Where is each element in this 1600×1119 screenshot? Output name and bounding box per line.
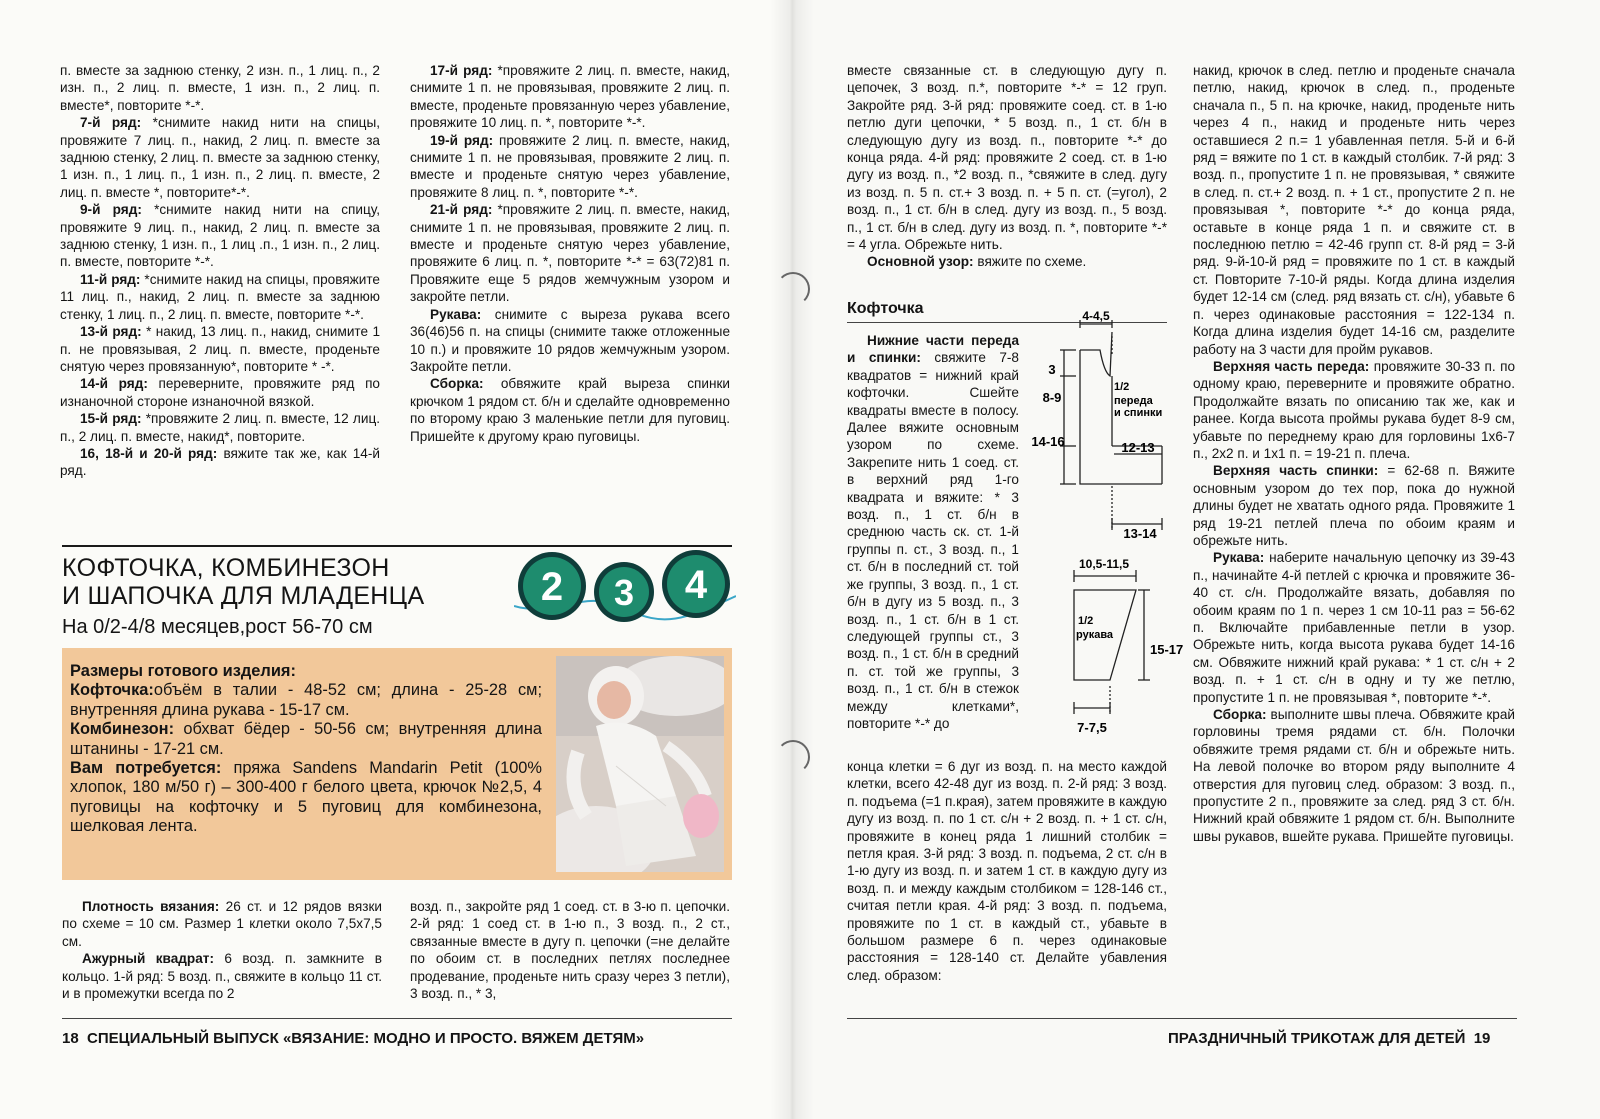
info-text bbox=[70, 662, 542, 837]
paragraph bbox=[410, 306, 730, 376]
pink-toy bbox=[683, 794, 719, 838]
paragraph bbox=[1193, 706, 1515, 845]
paragraph-lead: 17-й ряд: bbox=[430, 63, 493, 78]
paragraph-text: = 62-68 п. Вяжите основным узором до тех пор, пока до нужной длины будет не хватать одного ряда. Провяжите 1 ряд 19-21 петлей плеча по обоим краям и обрежьте нить. bbox=[1193, 463, 1515, 548]
paragraph bbox=[60, 375, 380, 410]
paragraph-lead: Верхняя часть спинки: bbox=[1213, 463, 1379, 479]
paragraph-text: возд. п., закройте ряд 1 соед. ст. в 3-ю п. цепочки. 2-й ряд: 1 соед ст. в 1-ю п., 3 возд. п., 2 ст., связанные вместе в дугу п. цепочки (=не делайте по обоим ст. в последних петлях последнее продевание, проденьте нить сразу через 3 петли), 3 возд. п., * 3, bbox=[410, 899, 730, 1002]
paragraph-lead: 15-й ряд: bbox=[80, 411, 142, 427]
paragraph bbox=[410, 375, 730, 445]
paragraph bbox=[60, 114, 380, 201]
right-column-1-narrow bbox=[847, 332, 1019, 732]
lower-paragraph: конца клетки = 6 дуг из возд. п. на место каждой клетки, всего 42-48 дуг из возд. п. 2-й ряд: 3 возд. п. подъема (=1 п.края), затем провяжите в каждую дугу из возд. п. по 1 ст. с/н + 2 возд. п. + 1 ст. с/н, провяжите в конец ряда 1 лишний столбик = петля края. 3-й ряд: 3 возд. п. подъема, 2 ст. с/н в 1-ю дугу из возд. п. и затем 1 ст. в каждую дугу из возд. п. и между каждым столбиком = 128-146 ст., считая петли края. 4-й ряд: 3 возд. п. подъема, провяжите по 1 ст. в каждый ст., убавьте в большом размере 6 п. через одинаковые расстояния = 128-140 ст. Делайте убавления след. образом: bbox=[847, 759, 1167, 983]
paragraph bbox=[62, 898, 382, 950]
paragraph bbox=[60, 271, 380, 323]
diag1-top: 4-4,5 bbox=[1082, 309, 1110, 323]
paragraph bbox=[60, 323, 380, 375]
paragraph-text: наберите начальную цепочку из 39-43 п., начинайте 4-й петлей с крючка и провяжите 36-40 ст. с/н. Продолжайте вязать, добавляя по обоим краям по 1 п. через 1 см 10-11 раз = 56-62 п. Включайте прибавленные петли в узор. Обрежьте нить, когда высота рукава будет 14-16 см. Обвяжите нижний край рукава: * 1 ст. с/н + 2 возд. п. + 1 ст. с/н в одну и ту же петлю, пропустите 1 п. не провязывая *, повторите *-*. bbox=[1193, 550, 1515, 705]
paragraph bbox=[60, 445, 380, 480]
paragraph bbox=[60, 201, 380, 271]
footer-rule-left bbox=[62, 1018, 732, 1019]
paragraph-text: снимите с выреза рукава всего 36(46)56 п. на спицы (снимите также отложенные 10 п.) и провяжите 10 рядов жемчужным узором. Закройте петли. bbox=[410, 306, 730, 374]
diag1-left-b: 8-9 bbox=[1042, 390, 1062, 405]
paragraph-text: *провяжите 2 лиц. п. вместе, 12 лиц. п., 2 лиц. п. вместе, накид*, повторите. bbox=[60, 411, 381, 444]
paragraph-lead: Верхняя часть переда: bbox=[1213, 358, 1370, 374]
diag1-left-a: 3 bbox=[1048, 362, 1056, 377]
paragraph-text: вяжите по схеме. bbox=[977, 254, 1087, 270]
footer-left bbox=[62, 1030, 644, 1047]
paragraph-text: *провяжите 2 лиц. п. вместе, накид, снимите 1 п. не провязывая, провяжите 2 лиц. п. вместе, проденьте провязанную через убавление, провяжите 10 лиц. п. *, повторите *-*. bbox=[410, 63, 730, 131]
section-divider bbox=[62, 545, 732, 547]
diag1-mid: 12-13 bbox=[1121, 440, 1155, 455]
footer-right bbox=[1168, 1030, 1490, 1047]
paragraph-text: п. вместе за заднюю стенку, 2 изн. п., 1 лиц. п., 2 изн. п., 2 лиц. п. вместе, 1 изн. п., 2 лиц. п. вместе*, повторите *-*. bbox=[60, 63, 380, 113]
diag1-label-2: переда bbox=[1114, 395, 1153, 407]
paragraph bbox=[1193, 462, 1515, 549]
paragraph-text: выполните швы плеча. Обвяжите край горловины тремя рядами ст. б/н. Полочки обвяжите тремя рядами ст. б/н и обрежьте нить. На левой полочке во втором ряду выполните 4 отверстия для пуговиц след. образом: 3 возд. п., пропустите 2 п., провяжите за след. ряд 3 ст. б/н. Нижний край обвяжите 1 рядом ст. б/н. Выполните швы рукавов, вшейте рукава. Пришейте пуговицы. bbox=[1193, 707, 1515, 844]
paragraph-lead: 19-й ряд: bbox=[430, 132, 494, 148]
paragraph bbox=[62, 950, 382, 1002]
footer-right-text: ПРАЗДНИЧНЫЙ ТРИКОТАЖ ДЛЯ ДЕТЕЙ bbox=[1168, 1030, 1466, 1047]
paragraph-lead: Рукава: bbox=[1213, 550, 1265, 566]
spine-shadow bbox=[770, 0, 814, 1119]
paragraph-lead: 9-й ряд: bbox=[80, 202, 142, 218]
badge-3: 3 bbox=[613, 572, 635, 613]
diag1-left-c: 14-16 bbox=[1031, 434, 1065, 449]
diag2-label-1: 1/2 bbox=[1078, 615, 1094, 627]
baby-photo bbox=[556, 656, 724, 872]
diag2-label-2: рукава bbox=[1076, 629, 1114, 641]
pattern-diagram-front-back bbox=[1030, 306, 1180, 538]
size-badges bbox=[514, 548, 736, 626]
paragraph-lead: 7-й ряд: bbox=[80, 115, 142, 131]
paragraph-text: обвяжите край выреза спинки крючком 1 рядом ст. б/н и сделайте одновременно по второму краю 3 маленькие петли для пуговиц. Пришейте к другому краю пуговицы. bbox=[410, 376, 730, 444]
paragraph-text: *снимите накид на спицы, провяжите 11 лиц. п., накид, 2 лиц. п. вместе за заднюю стенку, 1 лиц. п., 2 лиц. п. вместе, повторите *-*. bbox=[60, 271, 380, 322]
left-column-2 bbox=[410, 62, 730, 445]
kofta-heading: Кофточка bbox=[847, 300, 924, 317]
narrow-text: свяжите 7-8 квадратов = нижний край кофточки. Сшейте квадраты вместе в полосу. Далее вяжите основным узором по схеме. Закрепите нить 1 соед. ст. в верхний ряд 1-го квадрата и вяжите: * 3 возд. п., 1 ст. б/н в среднюю часть ск. ст. 1-й группы п. ст., 3 возд. п., 1 ст. б/н в последний ст. той же группы, 3 возд. п., 1 ст. б/н в дугу из 5 возд. п., 3 возд. п., 1 ст. б/н в 1 ст. следующей группы ст., 3 возд. п., 1 ст. б/н в средний п. ст. той же группы, 3 возд. п., 1 ст. б/н в стежок между клетками*, повторите *-* до bbox=[847, 350, 1019, 731]
paragraph bbox=[410, 898, 730, 1002]
paragraph-lead: 13-й ряд: bbox=[80, 324, 142, 340]
info-heading: Размеры готового изделия: bbox=[70, 662, 296, 680]
right-column-2 bbox=[1193, 62, 1515, 845]
right-column-1-top bbox=[847, 62, 1167, 271]
left-column-1 bbox=[60, 62, 380, 480]
paragraph bbox=[1193, 358, 1515, 462]
article-title-block bbox=[62, 554, 532, 640]
paragraph-text: 6 возд. п. замкните в кольцо. 1-й ряд: 5 возд. п., свяжите в кольцо 11 ст. и в промежутки всегда по 2 bbox=[62, 951, 382, 1002]
page-number-left: 18 bbox=[62, 1030, 79, 1047]
diag2-bottom: 7-7,5 bbox=[1077, 720, 1107, 735]
paragraph-text: *снимите накид нити на спицы, провяжите 7 лиц. п., накид, 2 лиц. п. вместе за заднюю стенку, 2 лиц. п. вместе за заднюю стенку, 1 изн. п., 1 лиц. п., 1 изн. п., 2 лиц. п. вместе, 2 лиц. п. вместе *, повторите*-*. bbox=[60, 115, 380, 200]
paragraph bbox=[60, 62, 380, 114]
komb-lead: Комбинезон: bbox=[70, 720, 175, 739]
narrow-lead: Нижние части переда и спинки: bbox=[847, 333, 1019, 366]
badge-4: 4 bbox=[684, 563, 708, 607]
need-text: пряжа Sandens Mandarin Petit (100% хлопок, 180 м/50 г) – 300-400 г белого цвета, крючок №2,5, 4 пуговицы на кофточку и 5 пуговиц для комбинезона, шелковая лента. bbox=[70, 759, 542, 836]
badge-2: 2 bbox=[540, 565, 564, 609]
title-line-2: И ШАПОЧКА ДЛЯ МЛАДЕНЦА bbox=[62, 582, 425, 610]
paragraph-text: накид, крючок в след. петлю и проденьте сначала петлю, накид, крючок в след. п., проденьте сначала п., 5 п. на крючке, накид, проденьте нить через 4 п., накид и проденьте нить через оставшиеся 2 п.= 1 убавленная петля. 5-й и 6-й ряд = вяжите по 1 ст. в каждый столбик. 7-й ряд: 3 возд. п., пропустите 1 п. не провязывая, * свяжите в след. п. ст.+ 2 возд. п. + 1 ст., пропустите 2 п. не провязывая *, повторите *-* до конца ряда, оставьте в конце ряда 1 п. и свяжите ст. в последнюю петлю = 42-46 групп ст. 8-й ряд = 3-й ряд. 9-й-10-й ряд = провяжите по 1 ст. в каждый ст. Повторите 7-10-й ряды. Когда длина изделия будет 12-14 см (след. ряд вязать ст. с/н), убавьте 6 п. через одинаковые расстояния = 122-134 п. Когда длина изделия будет 14-16 см, разделите работу на 3 части для пройм рукавов. bbox=[1193, 63, 1515, 357]
diag1-label-3: и спинки bbox=[1114, 407, 1163, 419]
baby-face bbox=[597, 681, 631, 719]
paragraph-text: переверните, провяжите ряд по изнаночной стороне изнаночной вязкой. bbox=[60, 376, 380, 409]
left-column-3 bbox=[62, 898, 382, 1002]
paragraph-text: вяжите так же, как 14-й ряд. bbox=[60, 445, 380, 479]
paragraph-lead: Сборка: bbox=[430, 376, 484, 392]
kofta-text: объём в талии - 48-52 см; длина - 25-28 см; внутренняя длина рукава - 15-17 см. bbox=[70, 681, 542, 719]
sizes-info-box bbox=[62, 648, 732, 880]
kofta-lead: Кофточка: bbox=[70, 681, 154, 700]
paragraph-lead: Плотность вязания: bbox=[82, 899, 220, 914]
diag2-top: 10,5-11,5 bbox=[1078, 557, 1130, 571]
subtitle: На 0/2-4/8 месяцев,рост 56-70 см bbox=[62, 616, 373, 638]
title-line-1: КОФТОЧКА, КОМБИНЕЗОН bbox=[62, 554, 390, 582]
paragraph bbox=[1193, 549, 1515, 706]
diag2-right: 15-17 bbox=[1150, 642, 1184, 657]
pattern-diagram-sleeve bbox=[1060, 556, 1190, 746]
staple-top bbox=[776, 272, 810, 306]
paragraph bbox=[847, 253, 1167, 270]
staple-bottom bbox=[776, 740, 810, 774]
paragraph-lead: Основной узор: bbox=[867, 254, 974, 270]
paragraph-lead: 16, 18-й и 20-й ряд: bbox=[80, 445, 218, 461]
footer-rule-right bbox=[847, 1018, 1517, 1019]
footer-left-text: СПЕЦИАЛЬНЫЙ ВЫПУСК «ВЯЗАНИЕ: МОДНО И ПРОСТО. ВЯЖЕМ ДЕТЯМ» bbox=[87, 1030, 645, 1047]
paragraph bbox=[410, 62, 730, 132]
paragraph bbox=[60, 410, 380, 445]
diag1-bottom: 13-14 bbox=[1123, 526, 1157, 538]
paragraph-text: * накид, 13 лиц. п., накид, снимите 1 п. не провязывая, 2 лиц. п. вместе, проденьте снятую через провязанную*, повторите * -*. bbox=[60, 324, 381, 374]
left-column-4 bbox=[410, 898, 730, 1002]
need-lead: Вам потребуется: bbox=[70, 759, 222, 778]
paragraph-text: *провяжите 2 лиц. п. вместе, накид, снимите 1 п. не провязывая, провяжите 2 лиц. п. вместе и проденьте снятую через убавление, провяжите 6 лиц. п. *, повторите *-* = 63(72)81 п. Провяжите еще 5 рядов жемчужным узором и закройте петли. bbox=[410, 202, 730, 305]
paragraph-text: *снимите накид нити на спицу, провяжите 9 лиц. п., накид, 2 лиц. п. вместе за заднюю стенку, 1 изн. п., 1 лиц .п., 1 изн. п., 2 лиц. п. вместе, повторите *-*. bbox=[60, 202, 380, 270]
paragraph-lead: 11-й ряд: bbox=[80, 271, 141, 287]
right-column-1-bottom bbox=[847, 758, 1167, 984]
komb-text: обхват бёдер - 50-56 см; внутренняя длина штанины - 17-21 см. bbox=[70, 720, 542, 758]
page-number-right: 19 bbox=[1473, 1030, 1491, 1047]
paragraph-text: провяжите 30-33 п. по одному краю, переверните и провяжите обратно. Продолжайте вязать по описанию так же, как и ранее. Когда высота проймы рукава будет 8-9 см, убавьте по переднему краю для горловины 1х6-7 п., 2х2 п. и 1х1 п. = 19-21 п. плеча. bbox=[1193, 358, 1515, 461]
paragraph bbox=[410, 132, 730, 202]
paragraph bbox=[847, 62, 1167, 253]
paragraph bbox=[410, 201, 730, 305]
paragraph-lead: Сборка: bbox=[1213, 707, 1267, 723]
diag1-label-1: 1/2 bbox=[1114, 381, 1130, 393]
paragraph-lead: 21-й ряд: bbox=[430, 202, 493, 218]
paragraph-text: 26 ст. и 12 рядов вязки по схеме = 10 см. Размер 1 клетки около 7,5х7,5 см. bbox=[62, 899, 382, 949]
paragraph bbox=[1193, 62, 1515, 358]
paragraph-lead: 14-й ряд: bbox=[80, 376, 148, 392]
paragraph-lead: Рукава: bbox=[430, 306, 482, 322]
paragraph-lead: Ажурный квадрат: bbox=[82, 951, 214, 967]
paragraph-text: провяжите 2 лиц. п. вместе, накид, снимите 1 п. не провязывая, провяжите 2 лиц. п. вместе и проденьте снятую через убавление, провяжите 8 лиц. п. *, повторите *-*. bbox=[410, 132, 730, 200]
paragraph-text: вместе связанные ст. в следующую дугу п. цепочек, 3 возд. п.*, повторите *-* = 12 груп. Закройте ряд. 3-й ряд: провяжите соед. ст. в 1-ю петлю дуги цепочки, * 5 возд. п., 1 ст. б/н в следующую дугу из возд. п., повторите *-* до конца ряда. 4-й ряд: провяжите 2 соед. ст. в 1-ю дугу из возд. п., *2 возд. п., *свяжите в след. дугу из возд. п. 5 п. ст.+ 3 возд. п. + 5 п. ст. (=угол), 2 возд. п., 1 ст. б/н в след. дугу из возд. п., 5 возд. п., 1 ст. б/н в след. дугу из возд. п. *, повторите *-* = 4 угла. Обрежьте нить. bbox=[847, 63, 1167, 253]
